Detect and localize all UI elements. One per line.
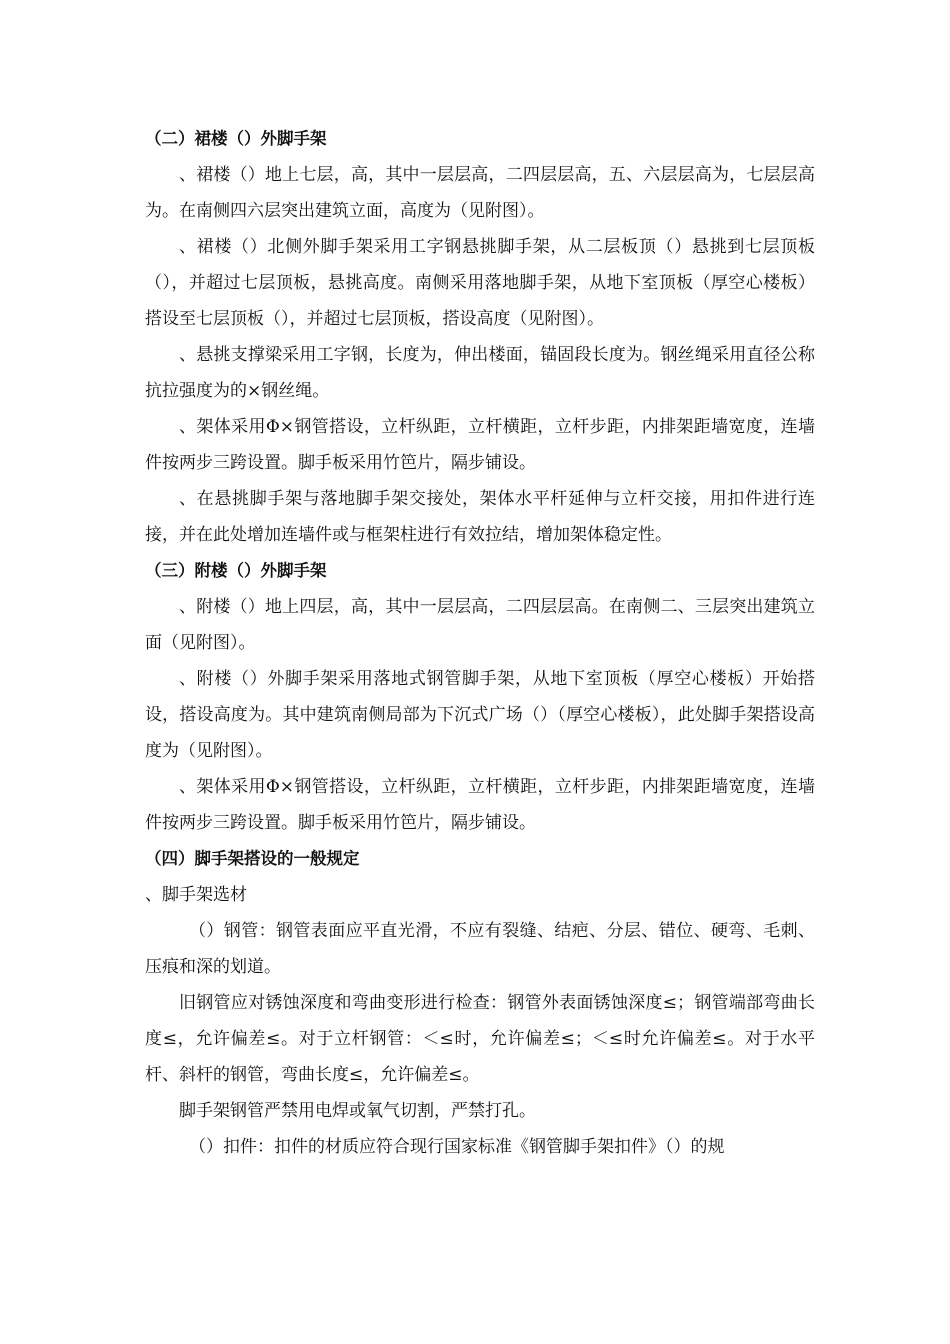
paragraph: 、裙楼（）北侧外脚手架采用工字钢悬挑脚手架，从二层板顶（）悬挑到七层顶板（），并超过七层顶板，悬挑高度。南侧采用落地脚手架，从地下室顶板（厚空心楼板）搭设至七层顶板（），并超过七层顶板，搭设高度（见附图）。 bbox=[145, 237, 815, 329]
section-heading-4: （四）脚手架搭设的一般规定 bbox=[145, 849, 360, 868]
paragraph: 、架体采用Φ×钢管搭设，立杆纵距，立杆横距，立杆步距，内排架距墙宽度，连墙件按两步三跨设置。脚手板采用竹笆片，隔步铺设。 bbox=[145, 417, 815, 473]
section-heading-3: （三）附楼（）外脚手架 bbox=[145, 561, 327, 580]
paragraph: （）扣件：扣件的材质应符合现行国家标准《钢管脚手架扣件》（）的规 bbox=[189, 1137, 725, 1157]
paragraph: 、悬挑支撑梁采用工字钢，长度为，伸出楼面，锚固段长度为。钢丝绳采用直径公称抗拉强度为的×钢丝绳。 bbox=[145, 345, 815, 401]
paragraph: 旧钢管应对锈蚀深度和弯曲变形进行检查：钢管外表面锈蚀深度≤；钢管端部弯曲长度≤，允许偏差≤。对于立杆钢管：＜≤时，允许偏差≤；＜≤时允许偏差≤。对于水平杆、斜杆的钢管，弯曲长度≤，允许偏差≤。 bbox=[145, 993, 815, 1085]
paragraph: （）钢管：钢管表面应平直光滑，不应有裂缝、结疤、分层、错位、硬弯、毛刺、压痕和深的划道。 bbox=[145, 921, 815, 977]
document-body bbox=[145, 121, 815, 1165]
subsection-heading: 、脚手架选材 bbox=[145, 885, 247, 905]
paragraph: 脚手架钢管严禁用电焊或氧气切割，严禁打孔。 bbox=[179, 1101, 536, 1121]
section-heading-2: （二）裙楼（）外脚手架 bbox=[145, 129, 327, 148]
paragraph: 、附楼（）外脚手架采用落地式钢管脚手架，从地下室顶板（厚空心楼板）开始搭设，搭设高度为。其中建筑南侧局部为下沉式广场（）（厚空心楼板），此处脚手架搭设高度为（见附图）。 bbox=[145, 669, 815, 761]
paragraph: 、在悬挑脚手架与落地脚手架交接处，架体水平杆延伸与立杆交接，用扣件进行连接，并在此处增加连墙件或与框架柱进行有效拉结，增加架体稳定性。 bbox=[145, 489, 815, 545]
paragraph: 、裙楼（）地上七层，高，其中一层层高，二四层层高，五、六层层高为，七层层高为。在南侧四六层突出建筑立面，高度为（见附图）。 bbox=[145, 165, 815, 221]
paragraph: 、附楼（）地上四层，高，其中一层层高，二四层层高。在南侧二、三层突出建筑立面（见附图）。 bbox=[145, 597, 815, 653]
paragraph: 、架体采用Φ×钢管搭设，立杆纵距，立杆横距，立杆步距，内排架距墙宽度，连墙件按两步三跨设置。脚手板采用竹笆片，隔步铺设。 bbox=[145, 777, 815, 833]
